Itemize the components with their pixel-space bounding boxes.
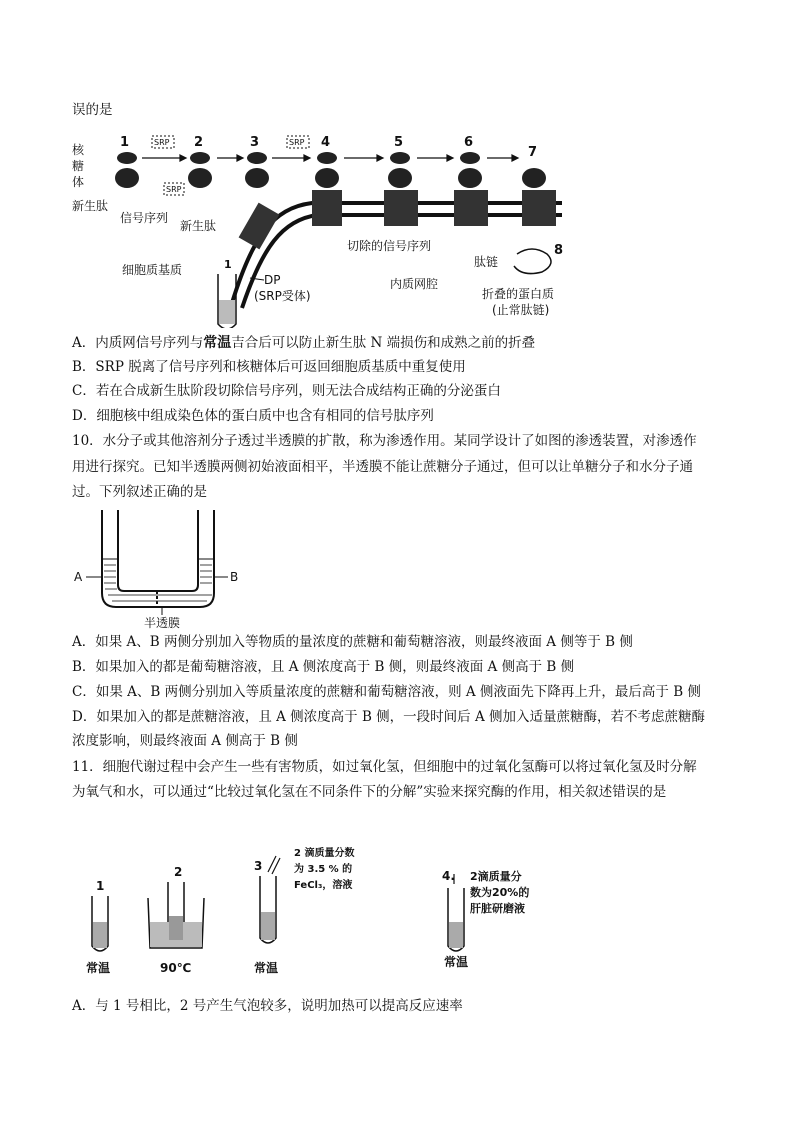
side-b-label: B: [230, 570, 239, 584]
q10-stem-line-1: 10．水分子或其他溶剂分子透过半透膜的扩散，称为渗透作用。某同学设计了如图的渗透装置，对渗透作: [72, 433, 697, 449]
cut-signal-label: 切除的信号序列: [347, 239, 432, 253]
side-a-label: A: [74, 570, 83, 584]
peroxide-experiment-figure: [72, 838, 592, 983]
q11-stem-line-2: 为氧气和水，可以通过“比较过氧化氢在不同条件下的分解”实验来探究酶的作用，相关叙述错误的是: [72, 784, 667, 800]
tube-3-number: 3: [254, 859, 263, 873]
stage-4: 4: [321, 135, 331, 150]
svg-text:糖: 糖: [72, 159, 85, 173]
q10-option-a: A．如果 A、B 两侧分别加入等物质的量浓度的蔗糖和葡萄糖溶液，则最终液面 A 侧等于 B 侧: [72, 634, 633, 650]
q10-option-b: B．如果加入的都是葡萄糖溶液，且 A 侧浓度高于 B 侧，则最终液面 A 侧高于 B 侧: [72, 659, 575, 675]
tube-3-condition: 常温: [254, 961, 279, 975]
tube-4-note-1: 2滴质量分: [470, 870, 522, 883]
osmosis-u-tube-figure: [72, 505, 242, 630]
new-peptide-label: 新生肽: [72, 199, 109, 213]
peptide-chain-label: 肽链: [474, 255, 499, 269]
tube-1-number: 1: [96, 879, 105, 893]
q11-stem-line-1: 11．细胞代谢过程中会产生一些有害物质，如过氧化氢，但细胞中的过氧化氢酶可以将过氧化氢及时分解: [72, 759, 697, 775]
srp-label-3: SRP: [166, 185, 182, 194]
q10-stem-line-3: 过。下列叙述正确的是: [72, 484, 207, 500]
new-peptide-label-2: 新生肽: [180, 219, 217, 233]
tube-3-note-3: FeCl₃，溶液: [294, 880, 353, 891]
q9-option-b: B．SRP 脱离了信号序列和核糖体后可返回细胞质基质中重复使用: [72, 359, 466, 375]
stage-2: 2: [194, 135, 204, 150]
q9-option-d: D．细胞核中组成染色体的蛋白质中也含有相同的信号肽序列: [72, 408, 434, 424]
ribosome-label: [72, 142, 85, 189]
stage-5: 5: [394, 135, 404, 150]
dp-label: DP: [264, 273, 281, 287]
tube-2-condition: 90℃: [160, 961, 192, 975]
q10-stem-line-2: 用进行探究。已知半透膜两侧初始液面相平，半透膜不能让蔗糖分子通过，但可以让单糖分子和水分子通: [72, 459, 693, 475]
stage-7: 7: [528, 145, 538, 160]
cytoplasm-label: 细胞质基质: [122, 263, 183, 277]
q10-option-d: D．如果加入的都是蔗糖溶液，且 A 侧浓度高于 B 侧，一段时间后 A 侧加入适量蔗糖酶，若不考虑蔗糖酶: [72, 709, 705, 725]
signal-sequence-label: 信号序列: [120, 211, 169, 225]
srp-receptor-label: (SRP受体): [254, 289, 311, 303]
stage-6: 6: [464, 135, 474, 150]
stage-1: 1: [120, 135, 130, 150]
q11-option-a: A．与 1 号相比，2 号产生气泡较多，说明加热可以提高反应速率: [72, 998, 463, 1014]
intro-text: 误的是: [72, 102, 113, 118]
tube-4-note-2: 数为20%的: [470, 886, 530, 899]
srp-label-2: SRP: [289, 138, 305, 147]
tube-number: 1: [224, 258, 232, 271]
srp-label: SRP: [154, 138, 170, 147]
tube-2-number: 2: [174, 865, 183, 879]
normal-chain-label: (止常肽链): [492, 303, 550, 317]
folded-protein-label: 折叠的蛋白质: [482, 287, 555, 301]
svg-text:体: 体: [72, 175, 85, 189]
tube-4-note-3: 肝脏研磨液: [470, 902, 525, 915]
tube-1-condition: 常温: [86, 961, 111, 975]
tube-3-note-2: 为 3.5 % 的: [294, 864, 353, 875]
tube-4-number: 4.: [442, 869, 455, 883]
srp-pathway-figure: [72, 128, 572, 328]
q9-option-c: C．若在合成新生肽阶段切除信号序列，则无法合成结构正确的分泌蛋白: [72, 383, 501, 399]
q9-option-a: A．内质网信号序列与常温吉合后可以防止新生肽 N 端损伤和成熟之前的折叠: [72, 335, 536, 351]
q10-option-c: C．如果 A、B 两侧分别加入等质量浓度的蔗糖和葡萄糖溶液，则 A 侧液面先下降再上升，最后高于 B 侧: [72, 684, 701, 700]
q10-option-d-cont: 浓度影响，则最终液面 A 侧高于 B 侧: [72, 733, 298, 749]
stage-8: 8: [554, 243, 564, 258]
membrane-label: 半透膜: [144, 616, 181, 630]
tube-3-note-1: 2 滴质量分数: [294, 848, 355, 859]
svg-text:核: 核: [72, 143, 85, 157]
er-lumen-label: 内质网腔: [390, 277, 439, 291]
stage-3: 3: [250, 135, 260, 150]
tube-4-condition: 常温: [444, 955, 469, 969]
